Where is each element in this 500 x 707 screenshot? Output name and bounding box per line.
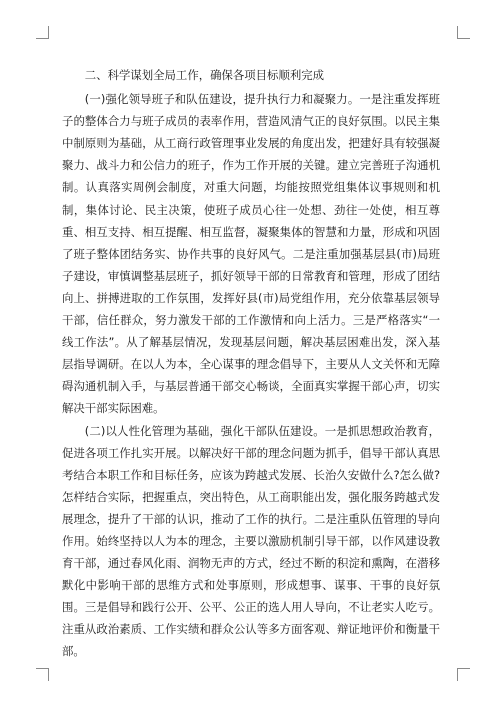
crop-mark-bottom-right: [457, 668, 470, 681]
crop-mark-top-left: [36, 26, 49, 39]
document-body: [62, 64, 440, 663]
paragraph-2: (二)以人性化管理为基础，强化干部队伍建设。一是抓思想政治教育，促进各项工作扎实开展。以解决好干部的理念问题为抓手，倡导干部认真思考结合本职工作和目标任务，应该为跨越式发展、长治久安做什么?怎么做?怎样结合实际，把握重点，突出特色，从工商职能出发，强化服务跨越式发展理念，提升了干部的认识，推动了工作的执行。二是注重队伍管理的导向作用。始终坚持以人为本的理念，主要以激励机制引导干部，以作风建设教育干部，通过春风化雨、润物无声的方式，经过不断的积淀和熏陶，在潜移默化中影响干部的思维方式和处事原则，形成想事、谋事、干事的良好氛围。三是倡导和践行公开、公平、公正的选人用人导向，不让老实人吃亏。注重从政治素质、工作实绩和群众公认等多方面客观、辩证地评价和衡量干部。: [62, 423, 440, 659]
paragraph-1: (一)强化领导班子和队伍建设，提升执行力和凝聚力。一是注重发挥班子的整体合力与班子成员的表率作用，营造风清气正的良好氛围。以民主集中制原则为基础，从工商行政管理事业发展的角度出发，把建好具有较强凝聚力、战斗力和公信力的班子，作为工作开展的关键。建立完善班子沟通机制。认真落实周例会制度，对重大问题，均能按照党组集体议事规则和机制，集体讨论、民主决策，使班子成员心往一处想、劲往一处使，相互尊重、相互支持、相互提醒、相互监督，凝聚集体的智慧和力量，形成和巩固了班子整体团结务实、协作共事的良好风气。二是注重加强基层县(市)局班子建设，审慎调整基层班子，抓好领导干部的日常教育和管理，形成了团结向上、拼搏进取的工作氛围，发挥好县(市)局党组作用，充分依靠基层领导干部，信任群众，努力激发干部的工作激情和向上活力。三是严格落实“一线工作法”。从了解基层情况，发现基层问题，解决基层困难出发，深入基层指导调研。在以人为本，全心谋事的理念倡导下，主要从人文关怀和无障碍沟通机制入手，与基层普通干部交心畅谈，全面真实掌握干部心声，切实解决干部实际困难。: [62, 92, 440, 416]
section-heading: 二、科学谋划全局工作，确保各项目标顺利完成: [84, 68, 325, 82]
crop-mark-bottom-left: [36, 668, 49, 681]
crop-mark-top-right: [457, 26, 470, 39]
